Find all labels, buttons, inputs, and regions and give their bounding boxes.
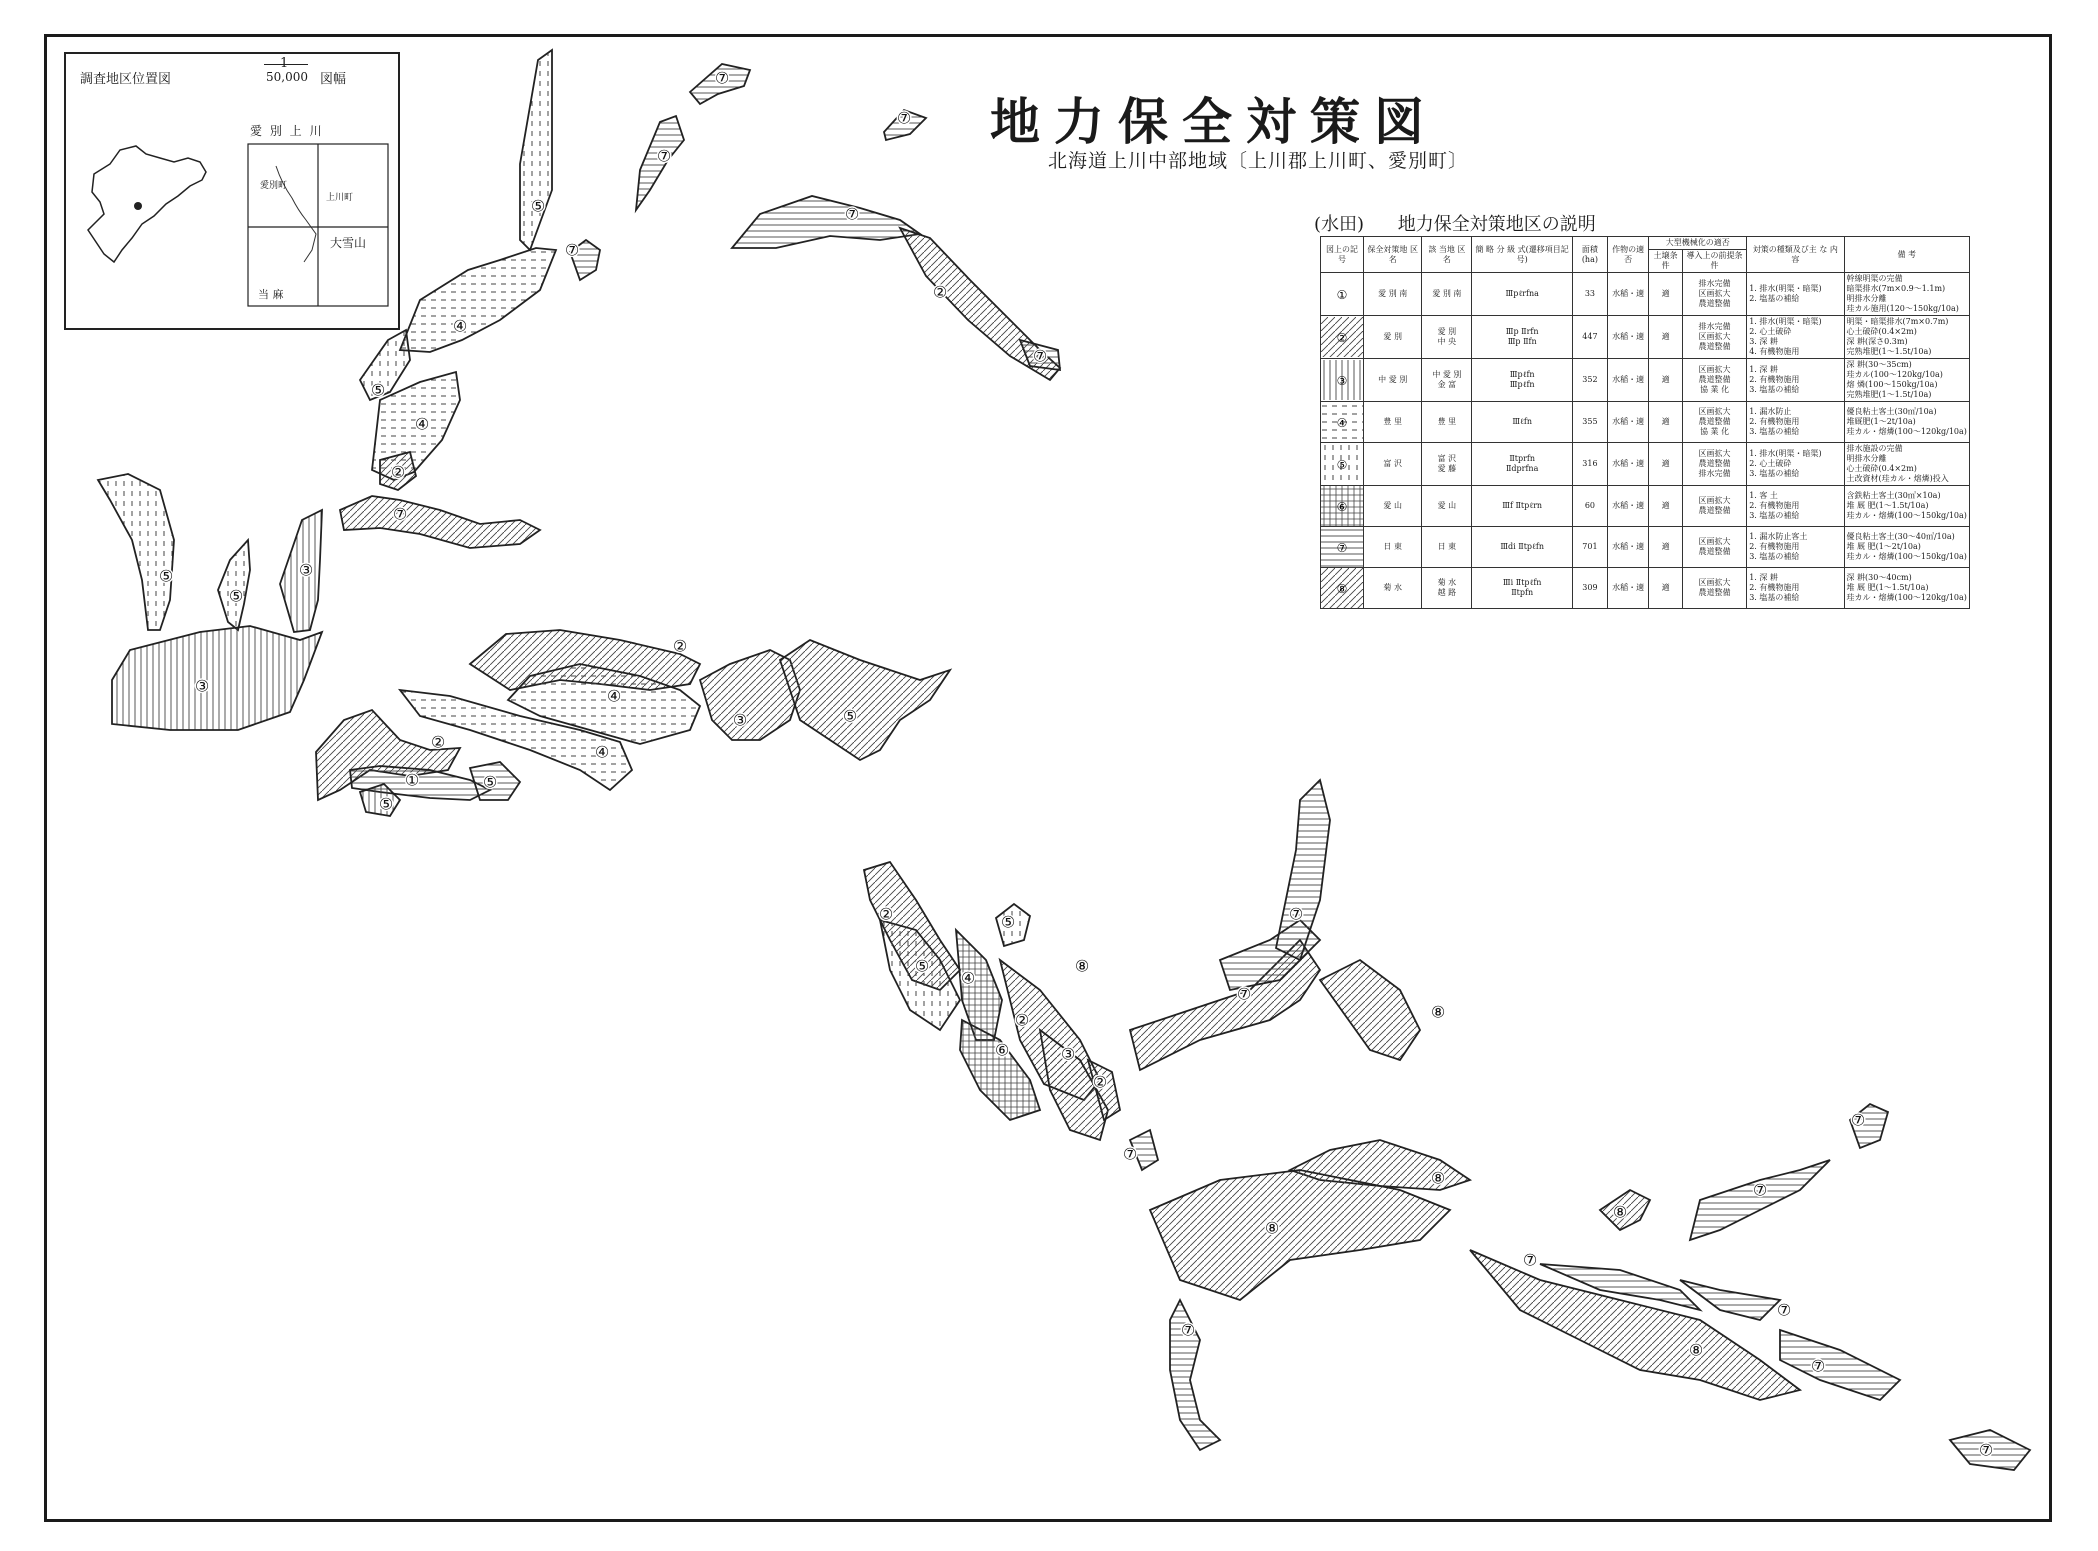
- legend-symbol: [1321, 273, 1364, 316]
- prereq-item: 農道整備: [1698, 588, 1731, 597]
- legend-subdistrict: [1422, 402, 1472, 443]
- prereq-item: 農道整備: [1698, 459, 1731, 468]
- legend-symbol: [1321, 402, 1364, 443]
- soil-district-area: [98, 474, 174, 630]
- legend-district: 中 愛 別: [1364, 359, 1422, 402]
- legend-area: 701: [1572, 527, 1607, 568]
- survey-location-marker: [134, 202, 142, 210]
- legend-row: [1321, 402, 1970, 443]
- area-number-label: ⑤: [914, 956, 930, 976]
- legend-soil: 適: [1649, 486, 1683, 527]
- legend-soil: 適: [1649, 568, 1683, 609]
- area-number-label: ⑦: [1978, 1440, 1994, 1460]
- header-remarks: 備 考: [1844, 237, 1970, 273]
- legend-crop: 水稲・適: [1607, 568, 1649, 609]
- area-number-label: ⑤: [228, 586, 244, 606]
- header-prereq: 導入上の前提条件: [1682, 250, 1746, 273]
- prereq-item: 区画拡大: [1698, 578, 1731, 587]
- prereq-item: 農道整備: [1698, 506, 1731, 515]
- subdistrict-name: 日 東: [1437, 542, 1457, 551]
- legend-area: 309: [1572, 568, 1607, 609]
- legend-symbol-number: ⑧: [1336, 582, 1348, 596]
- legend-classification: [1472, 486, 1573, 527]
- classification-formula: Ⅲpℓfn: [1509, 370, 1535, 379]
- prereq-item: 農道整備: [1698, 342, 1731, 351]
- area-number-label: ⑦: [1752, 1180, 1768, 1200]
- remark-item: 含鉄粘土客土(30㎥×10a): [1846, 491, 1941, 500]
- area-number-label: ①: [404, 770, 420, 790]
- classification-formula: Ⅱtprfn: [1509, 454, 1536, 463]
- legend-classification: [1472, 402, 1573, 443]
- legend-soil: 適: [1649, 273, 1683, 316]
- legend-swatch: [1321, 527, 1363, 567]
- prereq-item: 排水完備: [1698, 469, 1731, 478]
- remark-item: 珪カル・熔燐(100～150kg/10a): [1846, 552, 1967, 561]
- area-number-label: ⑦: [1032, 346, 1048, 366]
- area-number-label: ⑤: [370, 380, 386, 400]
- legend-remarks: [1844, 443, 1970, 486]
- measure-item: 2. 有機物施用: [1749, 501, 1800, 510]
- remark-item: 堆 厩 肥(1～1.5t/10a): [1846, 583, 1929, 592]
- legend-row: [1321, 359, 1970, 402]
- measure-item: 2. 心土破砕: [1749, 327, 1792, 336]
- measure-item: 2. 有機物施用: [1749, 417, 1800, 426]
- map-title: 地力保全対策図: [990, 93, 1438, 151]
- measure-item: 1. 排水(明渠・暗渠): [1749, 284, 1822, 293]
- legend-row: [1321, 568, 1970, 609]
- legend-prereq: [1682, 527, 1746, 568]
- area-number-label: ④: [414, 414, 430, 434]
- legend-swatch: [1321, 486, 1363, 526]
- header-soil: 土壌条件: [1649, 250, 1683, 273]
- area-number-label: ⑦: [896, 108, 912, 128]
- legend-area: 352: [1572, 359, 1607, 402]
- prereq-item: 農道整備: [1698, 547, 1731, 556]
- legend-district: 菊 水: [1364, 568, 1422, 609]
- subdistrict-name: 愛 別: [1437, 327, 1457, 336]
- area-number-label: ④: [452, 316, 468, 336]
- remark-item: 優良粘土客土(30㎥/10a): [1846, 407, 1937, 416]
- legend-prereq: [1682, 443, 1746, 486]
- classification-formula: Ⅲp Ⅱrfn: [1505, 327, 1539, 336]
- legend-symbol-number: ⑦: [1336, 541, 1348, 555]
- prereq-item: 排水完備: [1698, 279, 1731, 288]
- remark-item: 完熟堆肥(1～1.5t/10a): [1846, 347, 1932, 356]
- area-number-label: ⑦: [844, 204, 860, 224]
- header-subdistrict: 該 当地 区 名: [1422, 237, 1472, 273]
- area-number-label: ②: [1014, 1010, 1030, 1030]
- legend-subdistrict: [1422, 443, 1472, 486]
- subdistrict-name: 富 沢: [1437, 454, 1457, 463]
- area-number-label: ②: [932, 282, 948, 302]
- legend-remarks: [1844, 527, 1970, 568]
- prereq-item: 協 業 化: [1699, 385, 1730, 394]
- measure-item: 1. 排水(明渠・暗渠): [1749, 449, 1822, 458]
- area-number-label: ③: [732, 710, 748, 730]
- legend-row: [1321, 527, 1970, 568]
- prereq-item: 区画拡大: [1698, 365, 1731, 374]
- measure-item: 2. 有機物施用: [1749, 375, 1800, 384]
- soil-district-area: [1470, 1250, 1800, 1400]
- area-number-label: ⑦: [656, 146, 672, 166]
- legend-classification: [1472, 359, 1573, 402]
- measure-item: 3. 塩基の補給: [1749, 511, 1800, 520]
- legend-symbol: [1321, 527, 1364, 568]
- measure-item: 2. 塩基の補給: [1749, 294, 1800, 303]
- area-number-label: ③: [298, 560, 314, 580]
- area-number-label: ②: [672, 636, 688, 656]
- header-measures: 対策の種類及び主 な 内 容: [1747, 237, 1844, 273]
- measure-item: 3. 塩基の補給: [1749, 385, 1800, 394]
- measure-item: 4. 有機物施用: [1749, 347, 1800, 356]
- area-number-label: ⑧: [1430, 1002, 1446, 1022]
- remark-item: 明渠・暗渠排水(7m×0.7m): [1846, 317, 1949, 326]
- area-number-label: ⑦: [1850, 1110, 1866, 1130]
- legend-subdistrict: [1422, 486, 1472, 527]
- legend-measures: [1747, 402, 1844, 443]
- area-number-label: ⑤: [530, 196, 546, 216]
- legend-crop: 水稲・適: [1607, 273, 1649, 316]
- legend-title: [1314, 210, 1596, 236]
- soil-district-area: [400, 248, 556, 352]
- scale-denominator: 50,000: [266, 70, 308, 84]
- legend-crop: 水稲・適: [1607, 527, 1649, 568]
- inset-sheet-daisetsuzan: 大雪山: [330, 236, 367, 250]
- measure-item: 3. 塩基の補給: [1749, 593, 1800, 602]
- area-number-label: ②: [1092, 1072, 1108, 1092]
- legend-remarks: [1844, 402, 1970, 443]
- legend-symbol: [1321, 443, 1364, 486]
- header-mechanization: 大型機械化の適否: [1649, 237, 1747, 250]
- legend-measures: [1747, 273, 1844, 316]
- legend-soil: 適: [1649, 316, 1683, 359]
- legend-area: 60: [1572, 486, 1607, 527]
- remark-item: 熔 燐(100～150kg/10a): [1846, 380, 1938, 389]
- area-number-label: ⑧: [1612, 1202, 1628, 1222]
- legend-measures: [1747, 443, 1844, 486]
- legend-remarks: [1844, 359, 1970, 402]
- legend-district: 愛 山: [1364, 486, 1422, 527]
- subdistrict-name: 愛 藤: [1437, 464, 1457, 473]
- remark-item: 土改資材(珪カル・熔燐)投入: [1846, 474, 1949, 483]
- legend-area: 355: [1572, 402, 1607, 443]
- soil-district-area: [520, 50, 552, 250]
- legend-measures: [1747, 527, 1844, 568]
- legend-swatch: [1321, 402, 1363, 442]
- classification-formula: Ⅲℓfn: [1512, 417, 1532, 426]
- remark-item: 珪カル・熔燐(100～120kg/10a): [1846, 427, 1967, 436]
- legend-crop: 水稲・適: [1607, 359, 1649, 402]
- legend-symbol: [1321, 486, 1364, 527]
- legend-symbol-number: ④: [1336, 416, 1348, 430]
- soil-district-area: [340, 496, 540, 548]
- legend-symbol-number: ③: [1336, 374, 1348, 388]
- remark-item: 暗渠排水(7m×0.9～1.1m): [1846, 284, 1946, 293]
- legend-classification: [1472, 273, 1573, 316]
- legend-crop: 水稲・適: [1607, 486, 1649, 527]
- legend-swatch: [1321, 317, 1363, 357]
- legend-area: 33: [1572, 273, 1607, 316]
- legend-district: 愛 別 南: [1364, 273, 1422, 316]
- area-number-label: ②: [878, 904, 894, 924]
- legend-symbol-number: ①: [1336, 288, 1348, 302]
- measure-item: 3. 塩基の補給: [1749, 427, 1800, 436]
- measure-item: 1. 漏水防止客土: [1749, 532, 1808, 541]
- legend-subdistrict: [1422, 316, 1472, 359]
- legend-table: [1320, 236, 1970, 609]
- prereq-item: 協 業 化: [1699, 427, 1730, 436]
- subdistrict-name: 越 路: [1437, 588, 1457, 597]
- legend-classification: [1472, 527, 1573, 568]
- remark-item: 堆 厩 肥(1～2t/10a): [1846, 542, 1921, 551]
- subdistrict-name: 愛 山: [1437, 501, 1457, 510]
- prereq-item: 区画拡大: [1698, 407, 1731, 416]
- legend-prereq: [1682, 316, 1746, 359]
- classification-formula: Ⅲpℓfn: [1509, 380, 1535, 389]
- area-number-label: ⑤: [482, 772, 498, 792]
- classification-formula: Ⅲf Ⅱtpℓrn: [1502, 501, 1543, 510]
- legend-swatch: [1321, 360, 1363, 400]
- subdistrict-name: 中 愛 別: [1432, 370, 1462, 379]
- legend-subdistrict: [1422, 273, 1472, 316]
- scale-numerator: 1: [280, 56, 289, 71]
- prereq-item: 農道整備: [1698, 375, 1731, 384]
- legend-row: [1321, 443, 1970, 486]
- area-number-label: ④: [960, 968, 976, 988]
- area-number-label: ⑧: [1074, 956, 1090, 976]
- prereq-item: 区画拡大: [1698, 537, 1731, 546]
- legend-area: 316: [1572, 443, 1607, 486]
- remark-item: 珪カル・熔燐(100～120kg/10a): [1846, 593, 1967, 602]
- legend-crop: 水稲・適: [1607, 443, 1649, 486]
- legend-crop: 水稲・適: [1607, 402, 1649, 443]
- area-number-label: ⑦: [1180, 1320, 1196, 1340]
- remark-item: 堆厩肥(1～2t/10a): [1846, 417, 1916, 426]
- remark-item: 優良粘土客土(30～40㎥/10a): [1846, 532, 1955, 541]
- legend-subdistrict: [1422, 359, 1472, 402]
- legend-symbol-number: ②: [1336, 331, 1348, 345]
- area-number-label: ⑤: [158, 566, 174, 586]
- legend-district: 日 東: [1364, 527, 1422, 568]
- remark-item: 明排水分離: [1846, 294, 1887, 303]
- legend-subdistrict: [1422, 527, 1472, 568]
- subdistrict-name: 金 富: [1437, 380, 1457, 389]
- legend-row: [1321, 316, 1970, 359]
- area-number-label: ⑥: [994, 1040, 1010, 1060]
- prereq-item: 区画拡大: [1698, 449, 1731, 458]
- classification-formula: Ⅲpℓrfna: [1505, 289, 1539, 298]
- legend-row: [1321, 486, 1970, 527]
- area-number-label: ⑦: [1122, 1144, 1138, 1164]
- remark-item: 深 耕(30～40cm): [1846, 573, 1912, 582]
- inset-sheet-toma: 当 麻: [258, 288, 284, 301]
- remark-item: 深 耕(深さ0.3m): [1846, 337, 1908, 346]
- measure-item: 3. 塩基の補給: [1749, 552, 1800, 561]
- classification-formula: Ⅲi Ⅱtpℓfn: [1502, 578, 1542, 587]
- remark-item: 完熟堆肥(1～1.5t/10a): [1846, 390, 1932, 399]
- remark-item: 明排水分離: [1846, 454, 1887, 463]
- area-number-label: ⑧: [1688, 1340, 1704, 1360]
- area-number-label: ⑤: [378, 794, 394, 814]
- area-number-label: ⑦: [1810, 1356, 1826, 1376]
- legend-swatch: [1321, 274, 1363, 314]
- legend-symbol: [1321, 316, 1364, 359]
- header-area: 面積(ha): [1572, 237, 1607, 273]
- legend-soil: 適: [1649, 443, 1683, 486]
- soil-district-area: [732, 196, 920, 248]
- legend-prereq: [1682, 402, 1746, 443]
- area-number-label: ⑤: [1000, 912, 1016, 932]
- header-crop: 作物の適否: [1607, 237, 1649, 273]
- soil-district-area: [1276, 780, 1330, 960]
- legend-classification: [1472, 443, 1573, 486]
- remark-item: 心土破砕(0.4×2m): [1846, 464, 1917, 473]
- legend-measures: [1747, 359, 1844, 402]
- area-number-label: ⑤: [842, 706, 858, 726]
- legend-measures: [1747, 316, 1844, 359]
- subdistrict-name: 愛 別 南: [1432, 289, 1462, 298]
- area-number-label: ④: [594, 742, 610, 762]
- inset-sheet-top: 愛 別 上 川: [250, 124, 324, 138]
- legend-district: 豊 里: [1364, 402, 1422, 443]
- legend-classification: [1472, 568, 1573, 609]
- prereq-item: 区画拡大: [1698, 332, 1731, 341]
- soil-district-area: [1690, 1160, 1830, 1240]
- legend-remarks: [1844, 316, 1970, 359]
- scale-suffix: 図幅: [320, 72, 347, 87]
- subdistrict-name: 豊 里: [1437, 417, 1457, 426]
- legend-soil: 適: [1649, 527, 1683, 568]
- area-number-label: ②: [430, 732, 446, 752]
- area-number-label: ⑦: [1522, 1250, 1538, 1270]
- legend-classification: [1472, 316, 1573, 359]
- location-inset: [64, 52, 400, 330]
- subdistrict-name: 中 央: [1437, 337, 1457, 346]
- legend-title-text: 地力保全対策地区の説明: [1397, 214, 1596, 235]
- measure-item: 2. 心土破砕: [1749, 459, 1792, 468]
- measure-item: 1. 深 耕: [1749, 573, 1778, 582]
- legend-soil: 適: [1649, 402, 1683, 443]
- area-number-label: ④: [606, 686, 622, 706]
- soil-district-area: [1320, 960, 1420, 1060]
- measure-item: 3. 塩基の補給: [1749, 469, 1800, 478]
- legend-symbol-number: ⑥: [1336, 500, 1348, 514]
- legend-swatch: [1321, 568, 1363, 608]
- prereq-item: 農道整備: [1698, 299, 1731, 308]
- legend-remarks: [1844, 568, 1970, 609]
- soil-district-area: [1150, 1170, 1450, 1300]
- area-number-label: ③: [1060, 1044, 1076, 1064]
- classification-formula: Ⅲp Ⅱfn: [1507, 337, 1537, 346]
- legend-swatch: [1321, 444, 1363, 484]
- remark-item: 珪カル施用(120～150kg/10a): [1846, 304, 1959, 313]
- classification-formula: Ⅱtpfn: [1511, 588, 1534, 597]
- legend-remarks: [1844, 273, 1970, 316]
- legend-prereq: [1682, 273, 1746, 316]
- area-number-label: ③: [194, 676, 210, 696]
- area-number-label: ⑦: [392, 504, 408, 524]
- area-number-label: ⑦: [1776, 1300, 1792, 1320]
- remark-item: 幹線明渠の完備: [1846, 274, 1903, 283]
- area-number-label: ⑦: [1236, 984, 1252, 1004]
- prereq-item: 区画拡大: [1698, 496, 1731, 505]
- legend-prereq: [1682, 486, 1746, 527]
- legend-subdistrict: [1422, 568, 1472, 609]
- soil-district-area: [112, 626, 322, 730]
- inset-caption: 調査地区位置図: [80, 72, 172, 87]
- legend-measures: [1747, 486, 1844, 527]
- measure-item: 1. 客 土: [1749, 491, 1778, 500]
- remark-item: 珪カル・熔燐(100～150kg/10a): [1846, 511, 1967, 520]
- map-subtitle: 北海道上川中部地域〔上川郡上川町、愛別町〕: [1048, 150, 1469, 172]
- subdistrict-name: 菊 水: [1437, 578, 1457, 587]
- inset-town-kamikawa: 上川町: [326, 193, 354, 203]
- area-number-label: ②: [390, 462, 406, 482]
- measure-item: 3. 深 耕: [1749, 337, 1778, 346]
- area-number-label: ⑧: [1430, 1168, 1446, 1188]
- area-number-label: ⑦: [714, 68, 730, 88]
- legend-symbol: [1321, 568, 1364, 609]
- area-number-label: ⑦: [1288, 904, 1304, 924]
- header-classification: 簡 略 分 級 式(遷移項目記号): [1472, 237, 1573, 273]
- legend-crop: 水稲・適: [1607, 316, 1649, 359]
- legend-remarks: [1844, 486, 1970, 527]
- legend-prereq: [1682, 568, 1746, 609]
- remark-item: 深 耕(30～35cm): [1846, 360, 1912, 369]
- legend-area: 447: [1572, 316, 1607, 359]
- legend-measures: [1747, 568, 1844, 609]
- remark-item: 珪カル(100～120kg/10a): [1846, 370, 1943, 379]
- legend-district: 富 沢: [1364, 443, 1422, 486]
- header-district: 保全対策地 区 名: [1364, 237, 1422, 273]
- legend-row: [1321, 273, 1970, 316]
- legend-prereq: [1682, 359, 1746, 402]
- measure-item: 2. 有機物施用: [1749, 542, 1800, 551]
- prereq-item: 排水完備: [1698, 322, 1731, 331]
- soil-district-area: [1680, 1280, 1780, 1320]
- prereq-item: 区画拡大: [1698, 289, 1731, 298]
- measure-item: 1. 漏水防止: [1749, 407, 1792, 416]
- inset-town-aibetsu: 愛別町: [260, 181, 288, 191]
- legend-district: 愛 別: [1364, 316, 1422, 359]
- soil-district-area: [218, 540, 250, 630]
- area-number-label: ⑦: [564, 240, 580, 260]
- soil-district-area: [780, 640, 950, 760]
- classification-formula: Ⅲdi Ⅱtpℓfn: [1500, 542, 1544, 551]
- classification-formula: Ⅱdprfna: [1505, 464, 1539, 473]
- measure-item: 1. 排水(明渠・暗渠): [1749, 317, 1822, 326]
- measure-item: 2. 有機物施用: [1749, 583, 1800, 592]
- legend-paddy-label: (水田): [1314, 214, 1365, 235]
- remark-item: 堆 厩 肥(1～1.5t/10a): [1846, 501, 1929, 510]
- legend-symbol: [1321, 359, 1364, 402]
- prereq-item: 農道整備: [1698, 417, 1731, 426]
- remark-item: 排水施設の完備: [1846, 444, 1903, 453]
- area-number-label: ⑧: [1264, 1218, 1280, 1238]
- measure-item: 1. 深 耕: [1749, 365, 1778, 374]
- legend-soil: 適: [1649, 359, 1683, 402]
- legend-symbol-number: ⑤: [1336, 458, 1348, 472]
- header-symbol: 図上の記号: [1321, 237, 1364, 273]
- remark-item: 心土破砕(0.4×2m): [1846, 327, 1917, 336]
